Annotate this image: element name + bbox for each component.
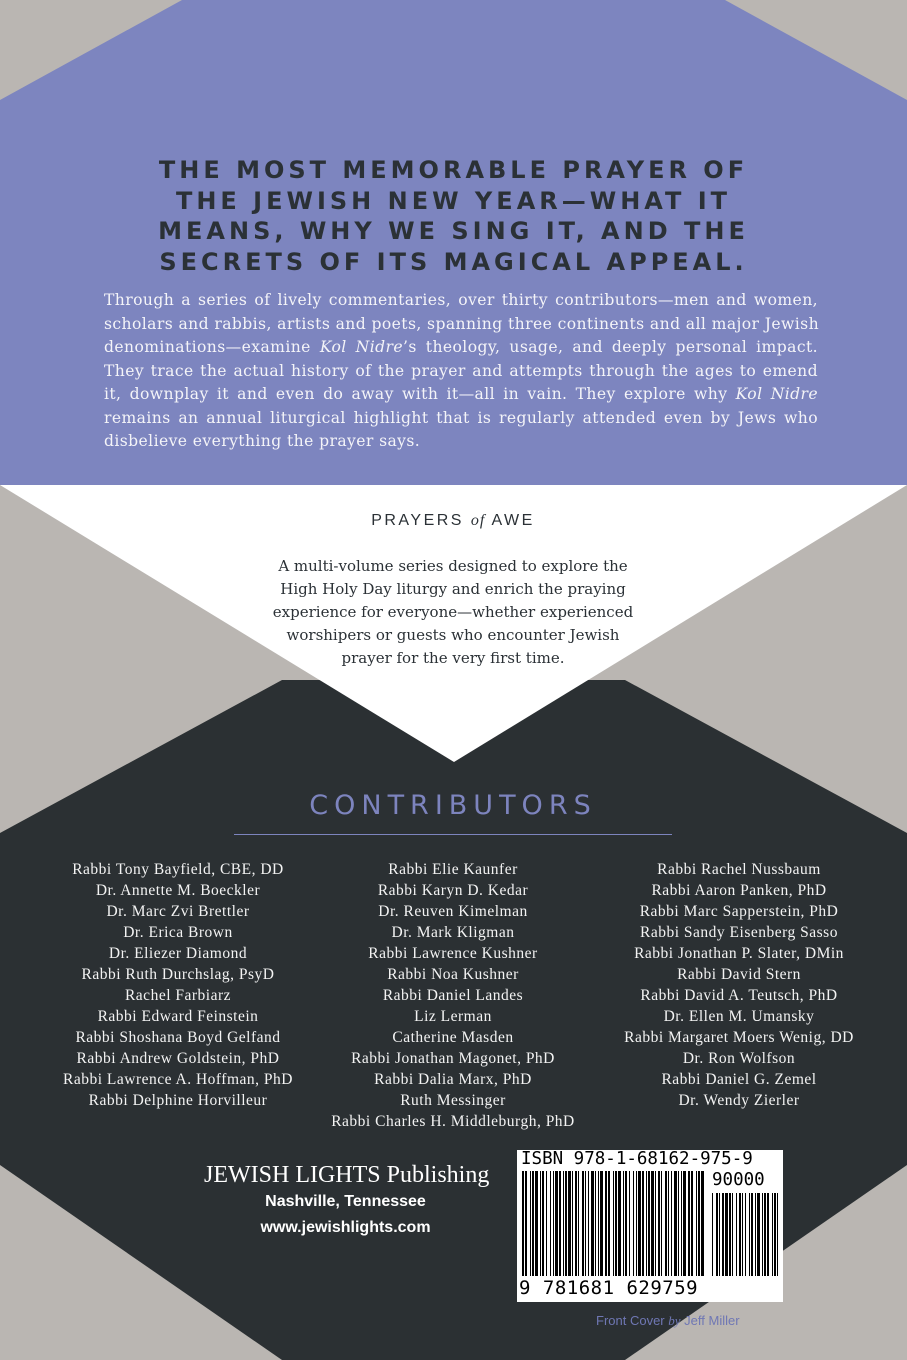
series-description bbox=[203, 555, 703, 670]
contributor-name: Rabbi Lawrence A. Hoffman, PhD bbox=[63, 1071, 293, 1088]
contributor-name: Rabbi Karyn D. Kedar bbox=[377, 882, 529, 899]
headline-line: SECRETS OF ITS MAGICAL APPEAL. bbox=[159, 247, 748, 276]
contributor-name: Dr. Ellen M. Umansky bbox=[663, 1008, 815, 1025]
blurb-text: it, downplay it and even do away with it—all in vain. They explore why bbox=[104, 385, 728, 403]
series-title bbox=[303, 512, 603, 530]
contributor-name: Rabbi Lawrence Kushner bbox=[368, 945, 538, 962]
blurb-line: They trace the actual history of the prayer and attempts through the ages to emend bbox=[104, 361, 818, 380]
blurb-line: disbelieve everything the prayer says. bbox=[104, 432, 421, 450]
series-title-of: of bbox=[470, 512, 486, 529]
publisher-city: Nashville, Tennessee bbox=[265, 1193, 426, 1210]
series-title-word: AWE bbox=[491, 512, 535, 529]
contributor-name: Rabbi David A. Teutsch, PhD bbox=[640, 987, 838, 1004]
contributor-name: Rabbi Ruth Durchslag, PsyD bbox=[81, 966, 275, 983]
contributors-divider bbox=[234, 834, 672, 835]
contributor-name: Rabbi Shoshana Boyd Gelfand bbox=[75, 1029, 281, 1046]
contributor-name: Rabbi Elie Kaunfer bbox=[388, 861, 518, 878]
addon-code: 90000 bbox=[712, 1170, 765, 1190]
contributor-name: Dr. Marc Zvi Brettler bbox=[106, 903, 250, 920]
series-line: prayer for the very first time. bbox=[341, 649, 565, 667]
cover-credit bbox=[596, 1313, 740, 1329]
blurb-line: remains an annual liturgical highlight that is regularly attended even by Jews who bbox=[104, 408, 818, 427]
description-paragraph bbox=[104, 289, 818, 454]
contributor-name: Ruth Messinger bbox=[400, 1092, 506, 1109]
headline bbox=[110, 155, 797, 277]
contributor-name: Dr. Annette M. Boeckler bbox=[95, 882, 261, 899]
series-line: High Holy Day liturgy and enrich the praying bbox=[280, 580, 626, 598]
contributor-name: Rabbi Jonathan P. Slater, DMin bbox=[634, 945, 844, 962]
contributors-heading: CONTRIBUTORS bbox=[309, 790, 597, 821]
contributor-name: Dr. Wendy Zierler bbox=[678, 1092, 800, 1109]
contributor-name: Rabbi Jonathan Magonet, PhD bbox=[351, 1050, 555, 1067]
contributor-name: Rabbi Edward Feinstein bbox=[97, 1008, 259, 1025]
publisher-website: www.jewishlights.com bbox=[260, 1219, 431, 1236]
contributor-name: Dr. Eliezer Diamond bbox=[108, 945, 248, 962]
blurb-line bbox=[104, 336, 818, 360]
contributor-name: Rabbi Rachel Nussbaum bbox=[657, 861, 821, 878]
contributor-name: Rabbi Margaret Moers Wenig, DD bbox=[624, 1029, 854, 1046]
contributor-name: Dr. Mark Kligman bbox=[391, 924, 515, 941]
contributor-name: Rachel Farbiarz bbox=[124, 987, 232, 1004]
headline-line: THE MOST MEMORABLE PRAYER OF bbox=[158, 156, 749, 184]
series-line: A multi-volume series designed to explore the bbox=[278, 557, 628, 575]
contributors-column-1 bbox=[28, 859, 328, 1111]
credit-name: Jeff Miller bbox=[684, 1313, 740, 1328]
blurb-line: scholars and rabbis, artists and poets, spanning three continents and all major Jewish bbox=[104, 314, 820, 333]
contributor-name: Dr. Ron Wolfson bbox=[682, 1050, 796, 1067]
contributor-name: Rabbi Marc Sapperstein, PhD bbox=[639, 903, 839, 920]
book-title-italic: Kol Nidre bbox=[735, 385, 819, 403]
contributor-name: Rabbi Noa Kushner bbox=[387, 966, 519, 983]
contributor-name: Rabbi Daniel Landes bbox=[382, 987, 524, 1004]
contributor-name: Liz Lerman bbox=[414, 1008, 492, 1025]
credit-prefix: Front Cover bbox=[596, 1313, 665, 1328]
blurb-line: Through a series of lively commentaries, over thirty contributors—men and women, bbox=[104, 291, 818, 309]
series-line: experience for everyone—whether experienced bbox=[272, 603, 634, 621]
contributor-name: Rabbi Dalia Marx, PhD bbox=[374, 1071, 532, 1088]
contributor-name: Rabbi Aaron Panken, PhD bbox=[651, 882, 827, 899]
contributor-name: Rabbi Sandy Eisenberg Sasso bbox=[640, 924, 838, 941]
contributor-name: Rabbi Delphine Horvilleur bbox=[88, 1092, 268, 1109]
contributor-name: Rabbi Daniel G. Zemel bbox=[661, 1071, 817, 1088]
series-line: worshipers or guests who encounter Jewish bbox=[286, 626, 620, 644]
book-title-italic: Kol Nidre bbox=[319, 338, 403, 356]
contributor-name: Rabbi David Stern bbox=[677, 966, 801, 983]
contributors-column-3 bbox=[589, 859, 889, 1111]
blurb-text: denominations—examine bbox=[104, 338, 320, 356]
isbn-label: ISBN 978-1-68162-975-9 bbox=[521, 1149, 753, 1169]
contributor-name: Dr. Reuven Kimelman bbox=[378, 903, 528, 920]
blurb-text: ’s theology, usage, and deeply personal impact. bbox=[402, 338, 818, 356]
contributor-name: Rabbi Tony Bayfield, CBE, DD bbox=[72, 861, 284, 878]
contributor-name: Rabbi Charles H. Middleburgh, PhD bbox=[331, 1113, 575, 1130]
publisher-name: JEWISH LIGHTS Publishing bbox=[204, 1162, 490, 1188]
headline-line: MEANS, WHY WE SING IT, AND THE bbox=[158, 217, 749, 245]
ean-digits: 9 781681 629759 bbox=[519, 1277, 699, 1299]
contributor-name: Dr. Erica Brown bbox=[123, 924, 233, 941]
barcode-icon bbox=[522, 1171, 778, 1276]
contributor-name: Rabbi Andrew Goldstein, PhD bbox=[76, 1050, 280, 1067]
blurb-line bbox=[104, 383, 818, 407]
headline-line: THE JEWISH NEW YEAR—WHAT IT bbox=[175, 186, 732, 215]
contributors-column-2 bbox=[303, 859, 603, 1132]
series-title-word: PRAYERS bbox=[371, 512, 464, 529]
contributor-name: Catherine Masden bbox=[392, 1029, 514, 1046]
credit-by: by bbox=[668, 1313, 681, 1328]
